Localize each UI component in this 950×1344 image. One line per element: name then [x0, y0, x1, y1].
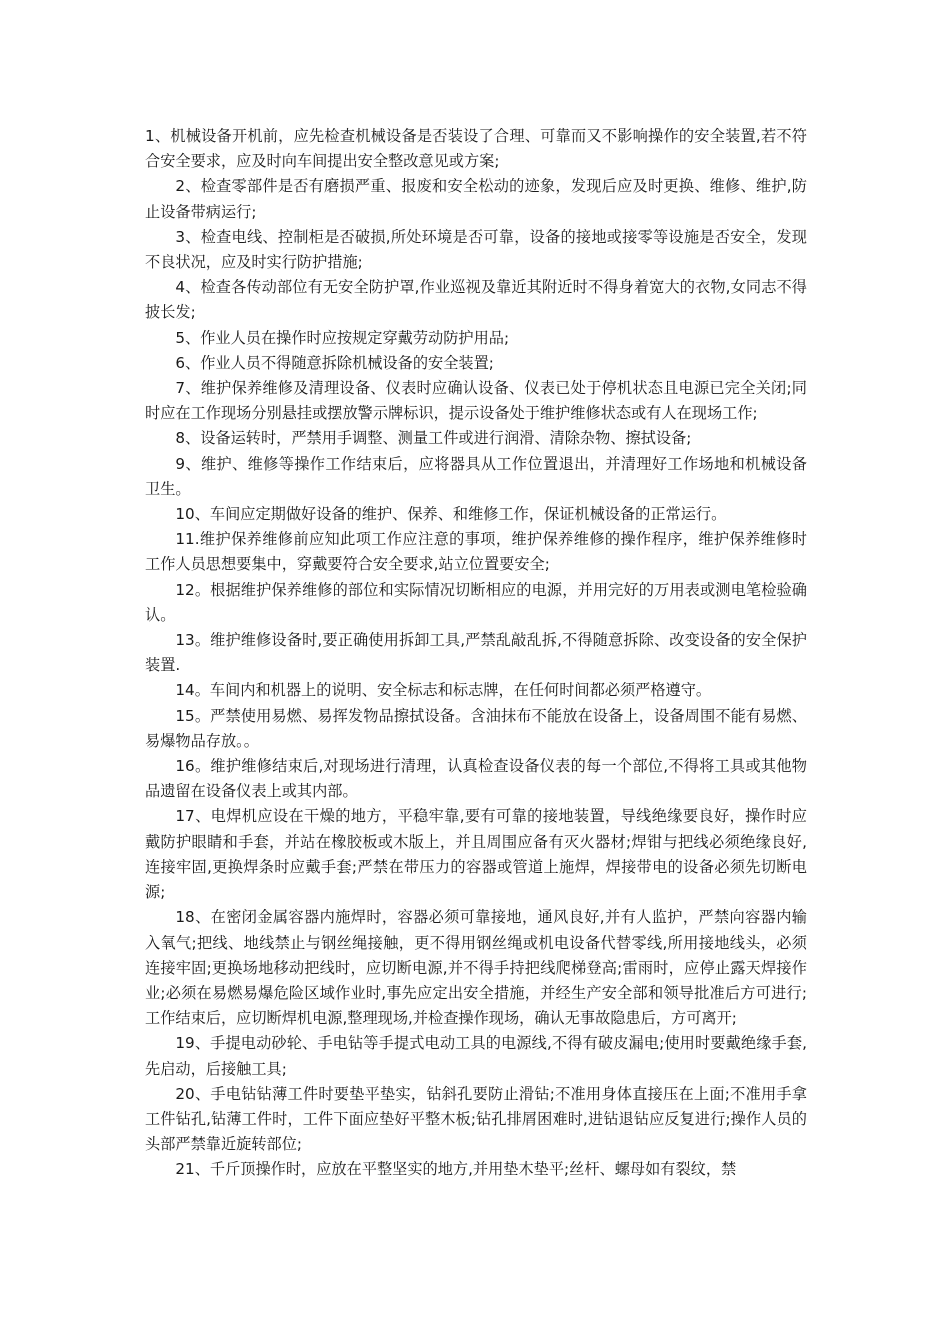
paragraph-6: 6、作业人员不得随意拆除机械设备的安全装置; [175, 353, 494, 372]
paragraph-7: 7、维护保养维修及清理设备、仪表时应确认设备、仪表已处于停机状态且电源已完全关闭;同时应在工作现场分别悬挂或摆放警示牌标识，提示设备处于维护维修状态或有人在现场工作; [145, 379, 807, 423]
paragraph-8: 8、设备运转时，严禁用手调整、测量工件或进行润滑、清除杂物、擦拭设备; [175, 429, 692, 448]
paragraph-14: 14。车间内和机器上的说明、安全标志和标志牌，在任何时间都必须严格遵守。 [175, 681, 712, 700]
paragraph-2: 2、检查零部件是否有磨损严重、报废和安全松动的迹象，发现后应及时更换、维修、维护,防止设备带病运行; [145, 177, 807, 221]
paragraph-20: 20、手电钻钻薄工件时要垫平垫实，钻斜孔要防止滑钻;不准用身体直接压在上面;不准用手拿工件钻孔,钻薄工件时，工件下面应垫好平整木板;钻孔排屑困难时,进钻退钻应反复进行;操作人员的头部严禁靠近旋转部位; [145, 1084, 807, 1154]
paragraph-4: 4、检查各传动部位有无安全防护罩,作业巡视及靠近其附近时不得身着宽大的衣物,女同志不得披长发; [145, 278, 807, 322]
paragraph-16: 16。维护维修结束后,对现场进行清理，认真检查设备仪表的每一个部位,不得将工具或其他物品遗留在设备仪表上或其内部。 [145, 757, 807, 801]
paragraph-18: 18、在密闭金属容器内施焊时，容器必须可靠接地，通风良好,并有人监护，严禁向容器内输入氧气;把线、地线禁止与钢丝绳接触，更不得用钢丝绳或机电设备代替零线,所用接地线头，必须连接牢固;更换场地移动把线时，应切断电源,并不得手持把线爬梯登高;雷雨时，应停止露天焊接作业;必须在易燃易爆危险区域作业时,事先应定出安全措施，并经生产安全部和领导批准后方可进行;工作结束后，应切断焊机电源,整理现场,并检查操作现场，确认无事故隐患后，方可离开; [145, 908, 807, 1028]
paragraph-19: 19、手提电动砂轮、手电钻等手提式电动工具的电源线,不得有破皮漏电;使用时要戴绝缘手套,先启动，后接触工具; [145, 1034, 807, 1078]
document-body [145, 124, 807, 1183]
paragraph-1: 1、机械设备开机前，应先检查机械设备是否装设了合理、可靠而又不影响操作的安全装置,若不符合安全要求，应及时向车间提出安全整改意见或方案; [145, 127, 807, 171]
paragraph-12: 12。根据维护保养维修的部位和实际情况切断相应的电源，并用完好的万用表或测电笔检验确认。 [145, 580, 807, 624]
paragraph-10: 10、车间应定期做好设备的维护、保养、和维修工作，保证机械设备的正常运行。 [175, 505, 727, 524]
paragraph-3: 3、检查电线、控制柜是否破损,所处环境是否可靠，设备的接地或接零等设施是否安全，发现不良状况，应及时实行防护措施; [145, 227, 807, 272]
paragraph-15: 15。严禁使用易燃、易挥发物品擦拭设备。含油抹布不能放在设备上，设备周围不能有易燃、易爆物品存放。。 [145, 706, 807, 750]
paragraph-11: 11.维护保养维修前应知此项工作应注意的事项，维护保养维修的操作程序，维护保养维修时工作人员思想要集中，穿戴要符合安全要求,站立位置要安全; [145, 530, 807, 574]
paragraph-9: 9、维护、维修等操作工作结束后，应将器具从工作位置退出，并清理好工作场地和机械设备卫生。 [145, 454, 807, 498]
paragraph-17: 17、电焊机应设在干燥的地方，平稳牢靠,要有可靠的接地装置，导线绝缘要良好，操作时应戴防护眼睛和手套，并站在橡胶板或木版上，并且周围应备有灭火器材;焊钳与把线必须绝缘良好,连接牢固,更换焊条时应戴手套;严禁在带压力的容器或管道上施焊，焊接带电的设备必须先切断电源; [145, 807, 807, 902]
paragraph-21: 21、千斤顶操作时，应放在平整坚实的地方,并用垫木垫平;丝杆、螺母如有裂纹，禁 [175, 1160, 737, 1179]
paragraph-5: 5、作业人员在操作时应按规定穿戴劳动防护用品; [175, 328, 510, 347]
paragraph-13: 13。维护维修设备时,要正确使用拆卸工具,严禁乱敲乱拆,不得随意拆除、改变设备的安全保护装置. [145, 631, 807, 675]
